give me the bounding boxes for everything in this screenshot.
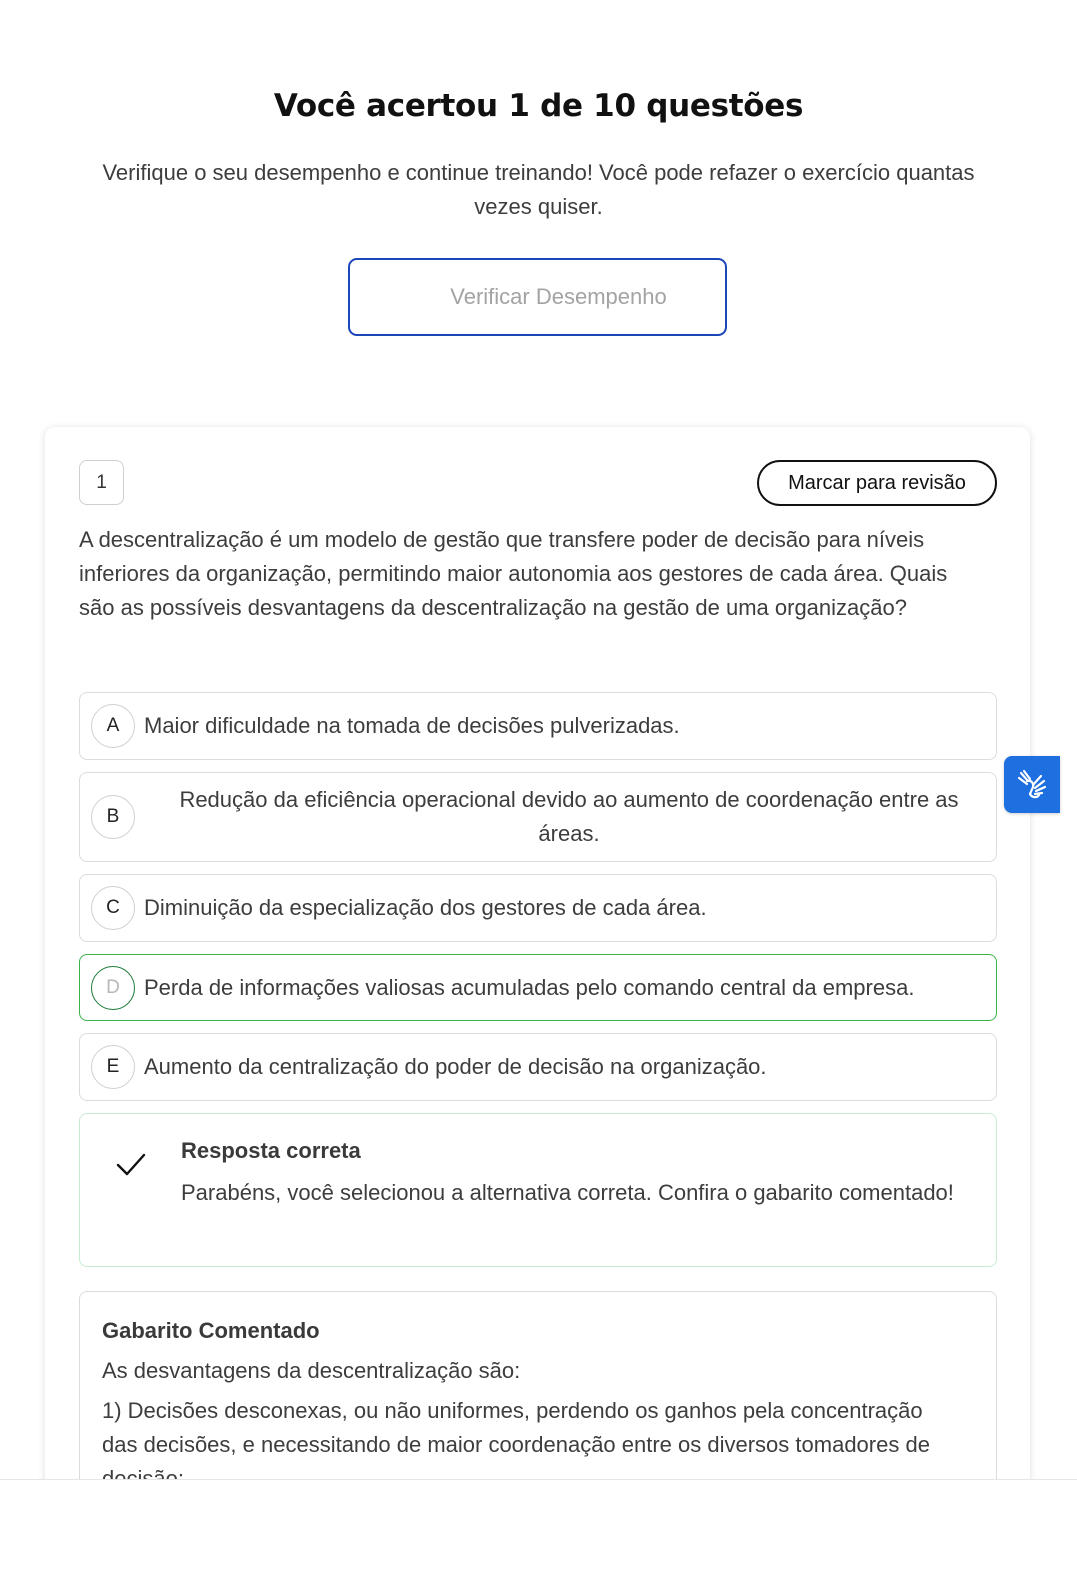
answer-feedback — [79, 1113, 997, 1267]
mark-for-review-button[interactable]: Marcar para revisão — [757, 460, 997, 506]
feedback-text: Parabéns, você selecionou a alternativa correta. Confira o gabarito comentado! — [181, 1180, 954, 1205]
option-c[interactable] — [79, 874, 997, 942]
option-e[interactable] — [79, 1033, 997, 1101]
option-letter: C — [91, 886, 135, 930]
result-title: Você acertou 1 de 10 questões — [273, 88, 804, 124]
option-d[interactable] — [79, 954, 997, 1021]
feedback-title: Resposta correta — [181, 1138, 361, 1163]
option-b[interactable] — [79, 772, 997, 862]
commented-answer-line: 1) Decisões desconexas, ou não uniformes, perdendo os ganhos pela concentração das decisões, e necessitando de maior coordenação entre os diversos tomadores de — [102, 1398, 930, 1457]
option-text: Aumento da centralização do poder de decisão na organização. — [144, 1054, 767, 1079]
option-a[interactable] — [79, 692, 997, 760]
commented-answer-title: Gabarito Comentado — [102, 1318, 320, 1343]
option-letter: E — [91, 1045, 135, 1089]
option-text: Perda de informações valiosas acumuladas pelo comando central da empresa. — [144, 974, 915, 1000]
bottom-bar — [0, 1479, 1077, 1571]
question-text: A descentralização é um modelo de gestão que transfere poder de decisão para níveis inferiores da organização, permitindo maior autonomia aos gestores de cada área. Quais são as possíveis desvantagens da descentralização na gestão de uma organização? — [79, 527, 948, 620]
check-icon — [116, 1152, 146, 1178]
sign-language-icon — [1015, 768, 1049, 802]
question-card — [45, 427, 1030, 1571]
option-letter: D — [91, 966, 135, 1010]
option-letter: A — [91, 704, 135, 748]
question-number: 1 — [79, 460, 124, 505]
option-text: Maior dificuldade na tomada de decisões pulverizadas. — [144, 713, 680, 738]
commented-answer-line: As desvantagens da descentralização são: — [102, 1358, 521, 1383]
verify-performance-button[interactable]: Verificar Desempenho — [348, 258, 727, 336]
option-letter: B — [91, 795, 135, 839]
option-text: Diminuição da especialização dos gestores de cada área. — [144, 895, 707, 920]
sign-language-accessibility-button[interactable] — [1004, 756, 1060, 813]
result-subtitle: Verifique o seu desempenho e continue treinando! Você pode refazer o exercício quantas vezes quiser. — [102, 160, 975, 219]
option-text: Redução da eficiência operacional devido ao aumento de coordenação entre as áreas. — [179, 787, 959, 846]
